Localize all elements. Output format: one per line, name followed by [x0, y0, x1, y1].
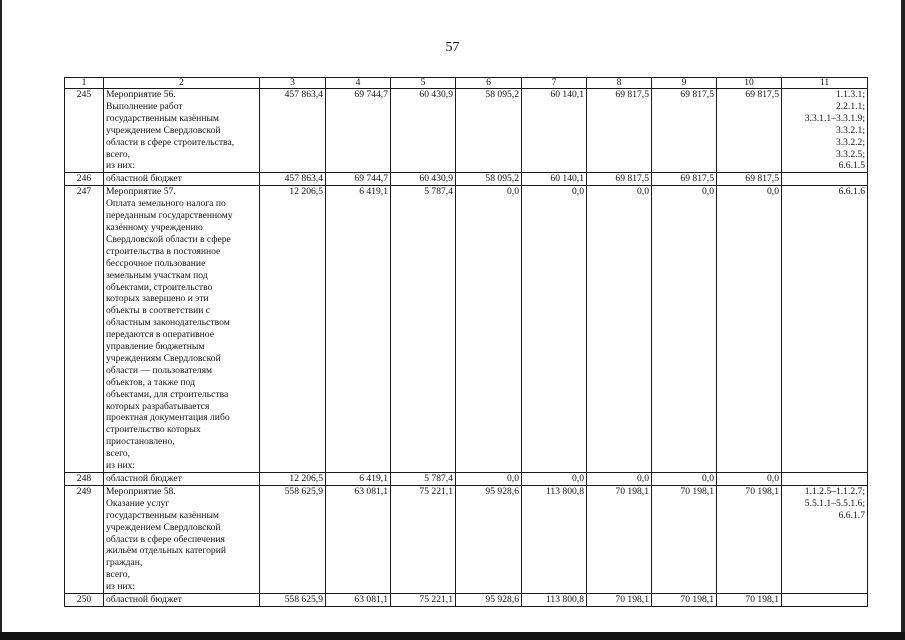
value-cell: 95 928,6: [456, 485, 522, 593]
page-edge-left: [0, 0, 2, 640]
column-number: 4: [326, 78, 391, 89]
measure-name-line: учреждением Свердловской: [106, 521, 221, 533]
measure-name-line: всего,: [106, 569, 130, 581]
row-number-cell: 250: [65, 594, 104, 607]
value-cell: 69 817,5: [587, 89, 652, 173]
measure-name-line: Мероприятие 57.: [106, 186, 176, 198]
table-row: [65, 89, 868, 173]
value-cell: 70 198,1: [652, 485, 717, 593]
column-number: 6: [456, 78, 522, 89]
column-number: 5: [391, 78, 456, 89]
measure-name-line: которых разрабатывается: [106, 400, 210, 412]
value-cell: 5 787,4: [391, 473, 456, 486]
value-cell: 0,0: [522, 186, 587, 473]
value-cell: 113 800,8: [522, 485, 587, 593]
page-edge-right: [901, 0, 905, 640]
measure-name-line: всего,: [106, 448, 130, 460]
measure-name-line: Свердловской области в сфере: [106, 233, 231, 245]
value-cell: 69 817,5: [652, 173, 717, 186]
value-cell: 69 817,5: [717, 89, 782, 173]
value-cell: 60 430,9: [391, 89, 456, 173]
measure-name-line: учреждениям Свердловской: [106, 352, 221, 364]
value-cell: 558 625,9: [260, 485, 326, 593]
column-number: 9: [652, 78, 717, 89]
value-cell: 58 095,2: [456, 173, 522, 186]
measure-name-cell: [104, 485, 260, 593]
measure-name-line: области в сфере обеспечения: [106, 533, 225, 545]
value-cell: 69 744,7: [326, 89, 391, 173]
measure-name-line: областной бюджет: [106, 173, 182, 185]
value-cell: 75 221,1: [391, 485, 456, 593]
value-cell: 70 198,1: [717, 594, 782, 607]
measure-name-cell: [104, 89, 260, 173]
value-cell: 69 817,5: [717, 173, 782, 186]
measure-name-line: всего,: [106, 148, 130, 160]
measure-name-line: Мероприятие 56.: [106, 89, 176, 100]
value-cell: 70 198,1: [587, 485, 652, 593]
measure-name-cell: [104, 186, 260, 473]
target-code-line: 3.3.2.5;: [835, 148, 865, 160]
measure-name-line: которых завершено и эти: [106, 293, 209, 305]
target-code-line: 5.5.1.1–5.5.1.6;: [804, 497, 865, 509]
target-code-line: 2.2.1.1;: [835, 100, 865, 112]
value-cell: 60 430,9: [391, 173, 456, 186]
value-cell: 63 081,1: [326, 594, 391, 607]
measure-name-line: из них:: [106, 581, 136, 593]
value-cell: 12 206,5: [260, 186, 326, 473]
measure-name-line: объектами, для строительства: [106, 388, 229, 400]
value-cell: 70 198,1: [717, 485, 782, 593]
value-cell: 60 140,1: [522, 173, 587, 186]
value-cell: 60 140,1: [522, 89, 587, 173]
measure-name-line: земельным участкам под: [106, 269, 208, 281]
target-codes-cell: [782, 473, 868, 486]
measure-name-line: из них:: [106, 160, 136, 172]
value-cell: 70 198,1: [587, 594, 652, 607]
target-codes-cell: [782, 594, 868, 607]
target-code-line: 1.1.3.1;: [835, 89, 865, 100]
column-number: 11: [782, 78, 868, 89]
measure-name-line: казённому учреждению: [106, 221, 203, 233]
measure-name-cell: [104, 173, 260, 186]
target-code-line: 3.3.1.1–3.3.1.9;: [804, 112, 865, 124]
value-cell: 70 198,1: [652, 594, 717, 607]
row-number-cell: 249: [65, 485, 104, 593]
measure-name-line: объекты в соответствии с: [106, 305, 211, 317]
value-cell: 0,0: [717, 473, 782, 486]
value-cell: 58 095,2: [456, 89, 522, 173]
measure-name-line: бессрочное пользование: [106, 257, 206, 269]
measure-name-line: приостановлено,: [106, 436, 175, 448]
measure-name-line: проектная документация либо: [106, 412, 230, 424]
target-code-line: 1.1.2.5–1.1.2.7;: [804, 485, 865, 497]
value-cell: 457 863,4: [260, 173, 326, 186]
table-row: [65, 173, 868, 186]
table-row: [65, 594, 868, 607]
measure-name-line: Оплата земельного налога по: [106, 198, 226, 210]
measure-name-line: из них:: [106, 460, 136, 472]
measure-name-line: строительства в постоянное: [106, 245, 221, 257]
target-codes-cell: [782, 186, 868, 473]
measure-name-line: учреждением Свердловской: [106, 124, 221, 136]
row-number-cell: 248: [65, 473, 104, 486]
measure-name-line: жильём отдельных категорий: [106, 545, 227, 557]
measure-name-line: управление бюджетным: [106, 341, 205, 353]
value-cell: 457 863,4: [260, 89, 326, 173]
table-body: [65, 78, 868, 607]
target-codes-cell: [782, 485, 868, 593]
value-cell: 63 081,1: [326, 485, 391, 593]
column-number: 1: [65, 78, 104, 89]
measure-name-line: граждан,: [106, 557, 143, 569]
column-number: 3: [260, 78, 326, 89]
value-cell: 113 800,8: [522, 594, 587, 607]
measure-name-line: строительство которых: [106, 424, 201, 436]
value-cell: 5 787,4: [391, 186, 456, 473]
target-code-line: 3.3.2.1;: [835, 124, 865, 136]
table-row: [65, 473, 868, 486]
value-cell: 12 206,5: [260, 473, 326, 486]
measure-name-line: области — пользователям: [106, 364, 213, 376]
column-number: 2: [104, 78, 260, 89]
value-cell: 0,0: [587, 186, 652, 473]
value-cell: 6 419,1: [326, 186, 391, 473]
value-cell: 69 744,7: [326, 173, 391, 186]
value-cell: 0,0: [456, 473, 522, 486]
measure-name-cell: [104, 473, 260, 486]
measure-name-line: Оказание услуг: [106, 497, 170, 509]
value-cell: 69 817,5: [587, 173, 652, 186]
column-number-row: [65, 78, 868, 89]
table-row: [65, 186, 868, 473]
value-cell: 0,0: [652, 186, 717, 473]
measure-name-cell: [104, 594, 260, 607]
value-cell: 0,0: [652, 473, 717, 486]
measure-name-line: Выполнение работ: [106, 100, 183, 112]
measure-name-line: государственным казённым: [106, 112, 219, 124]
measure-name-line: Мероприятие 58.: [106, 485, 176, 497]
budget-table: [64, 77, 868, 607]
value-cell: 75 221,1: [391, 594, 456, 607]
table-row: [65, 485, 868, 593]
measure-name-line: области в сфере строительства,: [106, 136, 235, 148]
value-cell: 558 625,9: [260, 594, 326, 607]
measure-name-line: областной бюджет: [106, 473, 182, 484]
target-code-line: 6.6.1.5: [838, 160, 865, 172]
row-number-cell: 245: [65, 89, 104, 173]
column-number: 7: [522, 78, 587, 89]
column-number: 8: [587, 78, 652, 89]
target-codes-cell: [782, 173, 868, 186]
target-code-line: 6.6.1.7: [838, 509, 865, 521]
target-code-line: 6.6.1.6: [838, 186, 865, 198]
value-cell: 95 928,6: [456, 594, 522, 607]
row-number-cell: 247: [65, 186, 104, 473]
value-cell: 69 817,5: [652, 89, 717, 173]
row-number-cell: 246: [65, 173, 104, 186]
target-codes-cell: [782, 89, 868, 173]
measure-name-line: государственным казённым: [106, 509, 219, 521]
measure-name-line: переданным государственному: [106, 210, 233, 222]
measure-name-line: областной бюджет: [106, 594, 182, 606]
value-cell: 6 419,1: [326, 473, 391, 486]
measure-name-line: областным законодательством: [106, 317, 230, 329]
measure-name-line: объектами, строительство: [106, 281, 213, 293]
target-code-line: 3.3.2.2;: [835, 136, 865, 148]
measure-name-line: передаются в оперативное: [106, 329, 214, 341]
measure-name-line: объектов, а также под: [106, 376, 195, 388]
value-cell: 0,0: [456, 186, 522, 473]
value-cell: 0,0: [522, 473, 587, 486]
value-cell: 0,0: [717, 186, 782, 473]
page-edge-bottom: [0, 632, 905, 640]
value-cell: 0,0: [587, 473, 652, 486]
page-number: 57: [445, 40, 460, 55]
column-number: 10: [717, 78, 782, 89]
